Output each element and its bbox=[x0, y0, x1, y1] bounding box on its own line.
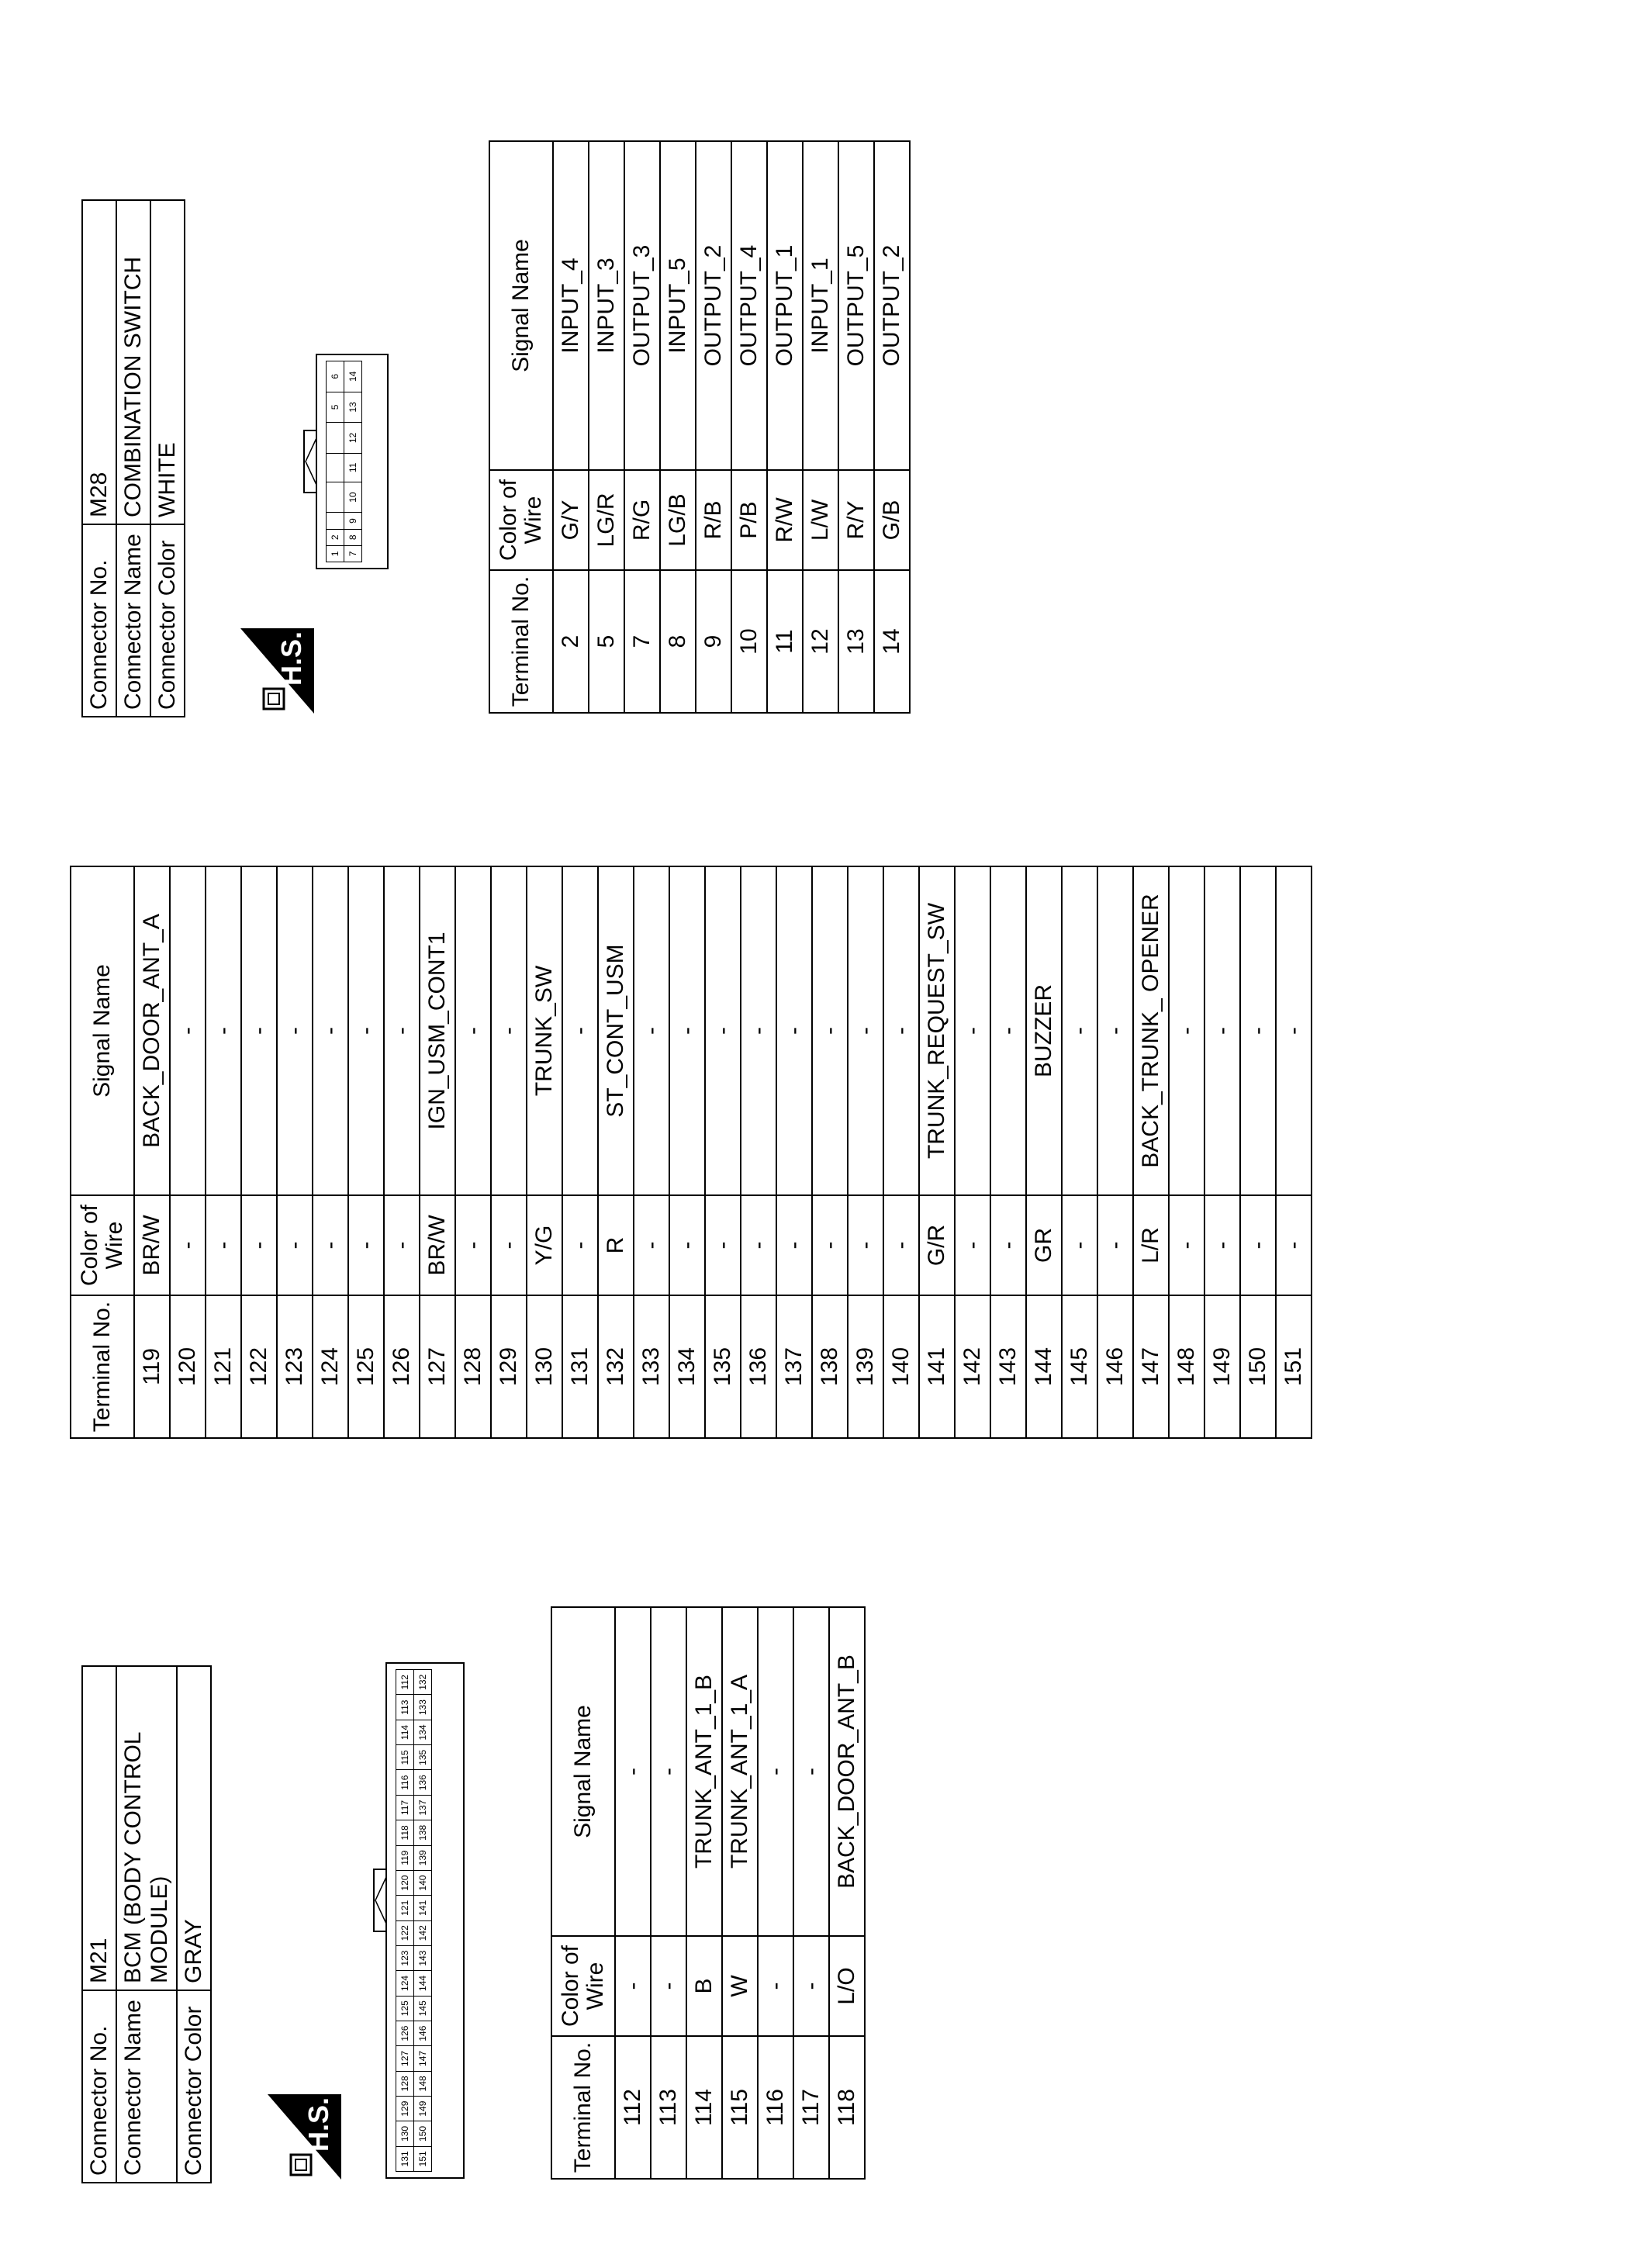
m21c-cell-wire: - bbox=[348, 1195, 384, 1295]
connector-pin bbox=[327, 482, 344, 513]
m28-cell-wire: L/W bbox=[803, 470, 838, 570]
m21c-cell-terminal: 127 bbox=[420, 1295, 455, 1438]
connector-pin: 124 bbox=[396, 1971, 414, 1996]
m21c-cell-wire: - bbox=[1062, 1195, 1097, 1295]
m21c-cell-signal: - bbox=[1097, 866, 1133, 1195]
m21c-cell-signal: - bbox=[1204, 866, 1240, 1195]
connector-pin: 120 bbox=[396, 1870, 414, 1895]
m21-connector-name-value: BCM (BODY CONTROL MODULE) bbox=[116, 1666, 177, 1990]
m21c-cell-wire: - bbox=[955, 1195, 990, 1295]
table-row bbox=[829, 1607, 865, 2179]
m21c-cell-wire: - bbox=[1169, 1195, 1204, 1295]
m28-cell-wire: R/B bbox=[696, 470, 731, 570]
m21c-cell-wire: Y/G bbox=[527, 1195, 562, 1295]
connector-pin: 138 bbox=[414, 1820, 432, 1845]
connector-pin: 126 bbox=[396, 2021, 414, 2045]
connector-pin: 148 bbox=[414, 2071, 432, 2096]
m21c-cell-signal: - bbox=[1169, 866, 1204, 1195]
m21c-cell-terminal: 149 bbox=[1204, 1295, 1240, 1438]
table-row bbox=[838, 141, 874, 713]
connector-pin: 12 bbox=[344, 423, 362, 454]
m21c-cell-signal: BACK_TRUNK_ OPENER bbox=[1133, 866, 1169, 1195]
m21-connector-no-label: Connector No. bbox=[82, 1990, 116, 2183]
table-row bbox=[705, 866, 741, 1438]
m21c-cell-wire: G/R bbox=[919, 1195, 955, 1295]
table-row bbox=[1240, 866, 1276, 1438]
m21c-cell-terminal: 143 bbox=[990, 1295, 1026, 1438]
m21c-cell-terminal: 135 bbox=[705, 1295, 741, 1438]
m28-cell-signal: OUTPUT_5 bbox=[838, 141, 874, 470]
connector-pin: 128 bbox=[396, 2071, 414, 2096]
m21c-cell-terminal: 122 bbox=[241, 1295, 277, 1438]
m21c-cell-signal: - bbox=[1240, 866, 1276, 1195]
connector-pin: 11 bbox=[344, 453, 362, 482]
m28-cell-wire: LG/R bbox=[589, 470, 624, 570]
m21c-cell-signal: - bbox=[384, 866, 420, 1195]
m28-connector-name-value: COMBINATION SWITCH bbox=[116, 200, 150, 524]
m21c-cell-terminal: 128 bbox=[455, 1295, 491, 1438]
table-row bbox=[1169, 866, 1204, 1438]
table-row bbox=[767, 141, 803, 713]
m21c-cell-wire: - bbox=[848, 1195, 883, 1295]
m28-info-table bbox=[81, 199, 185, 717]
m28-cell-signal: INPUT_4 bbox=[553, 141, 589, 470]
m21-cell-terminal: 114 bbox=[686, 2036, 722, 2179]
m21c-cell-signal: - bbox=[990, 866, 1026, 1195]
m28-connector-color-label: Connector Color bbox=[150, 524, 185, 717]
connector-pin: 134 bbox=[414, 1720, 432, 1744]
m21c-cell-terminal: 151 bbox=[1276, 1295, 1312, 1438]
m28-cell-signal: OUTPUT_4 bbox=[731, 141, 767, 470]
table-row bbox=[615, 1607, 651, 2179]
m21c-cell-signal: - bbox=[848, 866, 883, 1195]
m21-cell-wire: W bbox=[722, 1936, 758, 2036]
m21-cell-wire: B bbox=[686, 1936, 722, 2036]
table-row bbox=[348, 866, 384, 1438]
m21c-cell-wire: - bbox=[241, 1195, 277, 1295]
connector-pin: 129 bbox=[396, 2096, 414, 2121]
m28-header-wire: Color of Wire bbox=[489, 470, 553, 570]
connector-pin: 136 bbox=[414, 1770, 432, 1795]
table-row bbox=[1062, 866, 1097, 1438]
m28-connector-no-label: Connector No. bbox=[82, 524, 116, 717]
m21c-cell-signal: - bbox=[241, 866, 277, 1195]
m21c-cell-terminal: 144 bbox=[1026, 1295, 1062, 1438]
connector-pin: 140 bbox=[414, 1870, 432, 1895]
m21c-header-wire: Color of Wire bbox=[71, 1195, 134, 1295]
table-row bbox=[758, 1607, 793, 2179]
connector-pin: 149 bbox=[414, 2096, 432, 2121]
m21c-cell-terminal: 148 bbox=[1169, 1295, 1204, 1438]
m21c-cell-wire: - bbox=[705, 1195, 741, 1295]
table-row bbox=[722, 1607, 758, 2179]
connector-pin: 6 bbox=[327, 361, 344, 392]
connector-pin: 5 bbox=[327, 392, 344, 423]
m21-cell-signal: - bbox=[793, 1607, 829, 1936]
table-row bbox=[589, 141, 624, 713]
m21c-cell-terminal: 121 bbox=[206, 1295, 241, 1438]
m21c-cell-terminal: 134 bbox=[669, 1295, 705, 1438]
table-row bbox=[874, 141, 910, 713]
connector-pin: 143 bbox=[414, 1945, 432, 1970]
m21c-cell-signal: - bbox=[206, 866, 241, 1195]
m21-cell-terminal: 117 bbox=[793, 2036, 829, 2179]
m28-cell-terminal: 9 bbox=[696, 570, 731, 713]
m21-cell-signal: TRUNK_ANT_1_B bbox=[686, 1607, 722, 1936]
m28-cell-terminal: 14 bbox=[874, 570, 910, 713]
m21-cell-signal: - bbox=[651, 1607, 686, 1936]
m21-header-signal: Signal Name bbox=[551, 1607, 615, 1936]
m28-hs-label: H.S. bbox=[275, 631, 307, 686]
table-row bbox=[1097, 866, 1133, 1438]
m21-connector-name-label: Connector Name bbox=[116, 1990, 177, 2183]
table-row bbox=[1026, 866, 1062, 1438]
m21-connector-no-value: M21 bbox=[82, 1666, 116, 1990]
m21c-cell-signal: - bbox=[634, 866, 669, 1195]
m21c-cell-wire: - bbox=[491, 1195, 527, 1295]
m21c-cell-signal: - bbox=[1276, 866, 1312, 1195]
connector-pin: 7 bbox=[344, 545, 362, 562]
table-row bbox=[277, 866, 313, 1438]
table-row bbox=[170, 866, 206, 1438]
connector-pin: 146 bbox=[414, 2021, 432, 2045]
table-row bbox=[553, 141, 589, 713]
m21c-cell-wire: - bbox=[990, 1195, 1026, 1295]
m21c-cell-wire: - bbox=[883, 1195, 919, 1295]
table-row bbox=[1204, 866, 1240, 1438]
m28-cell-terminal: 11 bbox=[767, 570, 803, 713]
m21c-cell-signal: - bbox=[491, 866, 527, 1195]
m21c-cell-terminal: 139 bbox=[848, 1295, 883, 1438]
connector-pin: 122 bbox=[396, 1920, 414, 1945]
m21c-cell-terminal: 131 bbox=[562, 1295, 598, 1438]
m28-cell-signal: OUTPUT_2 bbox=[696, 141, 731, 470]
m21c-header-signal: Signal Name bbox=[71, 866, 134, 1195]
m21-cell-terminal: 113 bbox=[651, 2036, 686, 2179]
m21c-cell-signal: - bbox=[669, 866, 705, 1195]
table-row bbox=[206, 866, 241, 1438]
m28-cell-signal: OUTPUT_3 bbox=[624, 141, 660, 470]
m21-cell-terminal: 118 bbox=[829, 2036, 865, 2179]
m21c-cell-terminal: 147 bbox=[1133, 1295, 1169, 1438]
connector-pin: 123 bbox=[396, 1945, 414, 1970]
m21-cell-wire: - bbox=[615, 1936, 651, 2036]
connector-pin: 125 bbox=[396, 1996, 414, 2021]
m21-cell-signal: TRUNK_ANT_1_A bbox=[722, 1607, 758, 1936]
connector-pin bbox=[327, 453, 344, 482]
m21c-cell-signal: - bbox=[812, 866, 848, 1195]
connector-pin: 139 bbox=[414, 1845, 432, 1870]
m21c-cell-signal: - bbox=[741, 866, 776, 1195]
m21-info-table bbox=[81, 1665, 212, 2183]
m28-cell-terminal: 5 bbox=[589, 570, 624, 713]
connector-pin: 1 bbox=[327, 545, 344, 562]
m21-cell-wire: - bbox=[758, 1936, 793, 2036]
m21c-cell-wire: GR bbox=[1026, 1195, 1062, 1295]
m28-cell-signal: INPUT_3 bbox=[589, 141, 624, 470]
m21c-cell-wire: - bbox=[812, 1195, 848, 1295]
m21-terminal-table bbox=[551, 1606, 866, 2180]
m21c-cell-terminal: 132 bbox=[598, 1295, 634, 1438]
table-row bbox=[731, 141, 767, 713]
m21c-cell-signal: - bbox=[776, 866, 812, 1195]
m28-connector-name-label: Connector Name bbox=[116, 524, 150, 717]
m28-cell-wire: P/B bbox=[731, 470, 767, 570]
table-row bbox=[634, 866, 669, 1438]
table-row bbox=[883, 866, 919, 1438]
m21-cell-terminal: 112 bbox=[615, 2036, 651, 2179]
m21c-cell-wire: - bbox=[562, 1195, 598, 1295]
connector-pin: 116 bbox=[396, 1770, 414, 1795]
m28-cell-signal: OUTPUT_1 bbox=[767, 141, 803, 470]
m21c-cell-terminal: 141 bbox=[919, 1295, 955, 1438]
m21c-cell-signal: - bbox=[277, 866, 313, 1195]
connector-pin bbox=[327, 423, 344, 454]
connector-pin: 9 bbox=[344, 513, 362, 529]
m21c-cell-terminal: 136 bbox=[741, 1295, 776, 1438]
m21c-cell-signal: - bbox=[705, 866, 741, 1195]
table-row bbox=[562, 866, 598, 1438]
table-row bbox=[624, 141, 660, 713]
m21c-cell-wire: R bbox=[598, 1195, 634, 1295]
m21-cell-wire: - bbox=[651, 1936, 686, 2036]
m21c-cell-signal: - bbox=[955, 866, 990, 1195]
m21-hs-badge bbox=[268, 2094, 341, 2180]
m21c-cell-wire: BR/W bbox=[420, 1195, 455, 1295]
m28-cell-terminal: 7 bbox=[624, 570, 660, 713]
connector-pin: 2 bbox=[327, 529, 344, 545]
m21c-cell-wire: - bbox=[277, 1195, 313, 1295]
connector-pin: 10 bbox=[344, 482, 362, 513]
m21c-cell-signal: - bbox=[313, 866, 348, 1195]
connector-pin: 132 bbox=[414, 1670, 432, 1695]
connector-pin: 131 bbox=[396, 2146, 414, 2171]
m21c-cell-terminal: 119 bbox=[134, 1295, 170, 1438]
m28-cell-wire: LG/B bbox=[660, 470, 696, 570]
m21-cell-signal: - bbox=[615, 1607, 651, 1936]
table-row bbox=[696, 141, 731, 713]
m21c-cell-signal: BUZZER bbox=[1026, 866, 1062, 1195]
m21c-cell-terminal: 120 bbox=[170, 1295, 206, 1438]
m21c-cell-terminal: 123 bbox=[277, 1295, 313, 1438]
m21c-cell-wire: - bbox=[1240, 1195, 1276, 1295]
m21-cell-terminal: 115 bbox=[722, 2036, 758, 2179]
m21-hs-label: H.S. bbox=[302, 2097, 334, 2152]
connector-pin: 130 bbox=[396, 2121, 414, 2146]
connector-pin: 112 bbox=[396, 1670, 414, 1695]
table-row bbox=[1276, 866, 1312, 1438]
m21c-cell-wire: - bbox=[776, 1195, 812, 1295]
m21c-cell-wire: L/R bbox=[1133, 1195, 1169, 1295]
m21c-cell-wire: - bbox=[669, 1195, 705, 1295]
connector-pin: 8 bbox=[344, 529, 362, 545]
m21c-cell-terminal: 129 bbox=[491, 1295, 527, 1438]
m28-header-terminal: Terminal No. bbox=[489, 570, 553, 713]
connector-pin: 145 bbox=[414, 1996, 432, 2021]
connector-pin: 119 bbox=[396, 1845, 414, 1870]
table-row bbox=[990, 866, 1026, 1438]
connector-pin: 135 bbox=[414, 1745, 432, 1770]
m28-cell-signal: INPUT_5 bbox=[660, 141, 696, 470]
m21c-cell-terminal: 125 bbox=[348, 1295, 384, 1438]
m21c-header-terminal: Terminal No. bbox=[71, 1295, 134, 1438]
connector-pin: 14 bbox=[344, 361, 362, 392]
m21c-cell-wire: - bbox=[170, 1195, 206, 1295]
m21c-cell-wire: - bbox=[313, 1195, 348, 1295]
m21c-cell-signal: BACK_DOOR_ANT_A bbox=[134, 866, 170, 1195]
m21c-cell-terminal: 130 bbox=[527, 1295, 562, 1438]
m21c-cell-signal: TRUNK_REQUEST_SW bbox=[919, 866, 955, 1195]
table-row bbox=[793, 1607, 829, 2179]
m28-cell-terminal: 8 bbox=[660, 570, 696, 713]
m28-cell-signal: OUTPUT_2 bbox=[874, 141, 910, 470]
m21-cell-terminal: 116 bbox=[758, 2036, 793, 2179]
connector-pin: 151 bbox=[414, 2146, 432, 2171]
m28-terminal-table bbox=[489, 140, 911, 714]
m21c-cell-signal: - bbox=[1062, 866, 1097, 1195]
table-row bbox=[919, 866, 955, 1438]
m21c-cell-terminal: 126 bbox=[384, 1295, 420, 1438]
table-row bbox=[741, 866, 776, 1438]
m21-continued-terminal-table bbox=[70, 866, 1312, 1439]
connector-pin: 147 bbox=[414, 2046, 432, 2071]
m21c-cell-wire: - bbox=[741, 1195, 776, 1295]
m21c-cell-signal: - bbox=[883, 866, 919, 1195]
table-row bbox=[669, 866, 705, 1438]
m21-cell-wire: L/O bbox=[829, 1936, 865, 2036]
connector-pin: 133 bbox=[414, 1695, 432, 1720]
connector-pin bbox=[327, 513, 344, 529]
m21-connector-color-label: Connector Color bbox=[177, 1990, 211, 2183]
table-row bbox=[313, 866, 348, 1438]
m21c-cell-signal: - bbox=[455, 866, 491, 1195]
connector-pin: 114 bbox=[396, 1720, 414, 1744]
m21c-cell-terminal: 150 bbox=[1240, 1295, 1276, 1438]
m21c-cell-wire: - bbox=[455, 1195, 491, 1295]
table-row bbox=[660, 141, 696, 713]
m21c-cell-wire: - bbox=[1204, 1195, 1240, 1295]
table-row bbox=[686, 1607, 722, 2179]
m21-cell-wire: - bbox=[793, 1936, 829, 2036]
table-row bbox=[598, 866, 634, 1438]
m21c-cell-terminal: 146 bbox=[1097, 1295, 1133, 1438]
m28-header-signal: Signal Name bbox=[489, 141, 553, 470]
table-row bbox=[651, 1607, 686, 2179]
connector-pin: 141 bbox=[414, 1896, 432, 1920]
m21c-cell-signal: TRUNK_SW bbox=[527, 866, 562, 1195]
m28-cell-signal: INPUT_1 bbox=[803, 141, 838, 470]
connector-pin: 144 bbox=[414, 1971, 432, 1996]
m28-cell-terminal: 13 bbox=[838, 570, 874, 713]
m28-cell-terminal: 2 bbox=[553, 570, 589, 713]
m28-cell-wire: R/G bbox=[624, 470, 660, 570]
m28-connector-no-value: M28 bbox=[82, 200, 116, 524]
table-row bbox=[527, 866, 562, 1438]
table-row bbox=[812, 866, 848, 1438]
m21c-cell-terminal: 138 bbox=[812, 1295, 848, 1438]
m28-cell-wire: R/W bbox=[767, 470, 803, 570]
m28-cell-wire: G/B bbox=[874, 470, 910, 570]
m21c-cell-signal: - bbox=[348, 866, 384, 1195]
m21-connector-color-value: GRAY bbox=[177, 1666, 211, 1990]
table-row bbox=[776, 866, 812, 1438]
m21c-cell-signal: - bbox=[562, 866, 598, 1195]
table-row bbox=[1133, 866, 1169, 1438]
table-row bbox=[241, 866, 277, 1438]
m21-header-terminal: Terminal No. bbox=[551, 2036, 615, 2179]
table-row bbox=[848, 866, 883, 1438]
m28-cell-terminal: 12 bbox=[803, 570, 838, 713]
table-row bbox=[384, 866, 420, 1438]
m28-pin-row-top bbox=[327, 361, 344, 562]
m28-cell-terminal: 10 bbox=[731, 570, 767, 713]
m21c-cell-wire: - bbox=[1276, 1195, 1312, 1295]
m21c-cell-wire: - bbox=[1097, 1195, 1133, 1295]
m28-pin-row-bottom bbox=[344, 361, 362, 562]
m21c-cell-signal: IGN_USM_CONT1 bbox=[420, 866, 455, 1195]
m21-header-wire: Color of Wire bbox=[551, 1936, 615, 2036]
m21c-cell-wire: - bbox=[206, 1195, 241, 1295]
m21c-cell-wire: BR/W bbox=[134, 1195, 170, 1295]
connector-pin: 113 bbox=[396, 1695, 414, 1720]
m21c-cell-terminal: 142 bbox=[955, 1295, 990, 1438]
connector-pin: 142 bbox=[414, 1920, 432, 1945]
connector-pin: 115 bbox=[396, 1745, 414, 1770]
connector-pin: 127 bbox=[396, 2046, 414, 2071]
table-row bbox=[420, 866, 455, 1438]
connector-pin: 137 bbox=[414, 1795, 432, 1820]
m21c-cell-terminal: 140 bbox=[883, 1295, 919, 1438]
m21-pin-row-top bbox=[396, 1670, 414, 2172]
table-row bbox=[955, 866, 990, 1438]
m21c-cell-terminal: 145 bbox=[1062, 1295, 1097, 1438]
m21c-cell-terminal: 137 bbox=[776, 1295, 812, 1438]
m28-cell-wire: R/Y bbox=[838, 470, 874, 570]
m21-cell-signal: BACK_DOOR_ANT_B bbox=[829, 1607, 865, 1936]
table-row bbox=[803, 141, 838, 713]
m21c-cell-wire: - bbox=[384, 1195, 420, 1295]
connector-pin: 117 bbox=[396, 1795, 414, 1820]
m21c-cell-signal: - bbox=[170, 866, 206, 1195]
m21c-cell-terminal: 133 bbox=[634, 1295, 669, 1438]
m21c-cell-signal: ST_CONT_USM bbox=[598, 866, 634, 1195]
m21-cell-signal: - bbox=[758, 1607, 793, 1936]
m21c-cell-terminal: 124 bbox=[313, 1295, 348, 1438]
connector-pin: 13 bbox=[344, 392, 362, 423]
m21c-cell-wire: - bbox=[634, 1195, 669, 1295]
m21-pin-row-bottom bbox=[414, 1670, 432, 2172]
m28-pin-grid bbox=[326, 361, 362, 562]
table-row bbox=[134, 866, 170, 1438]
table-row bbox=[491, 866, 527, 1438]
m28-connector-color-value: WHITE bbox=[150, 200, 185, 524]
m28-hs-badge bbox=[240, 628, 314, 714]
connector-pin: 118 bbox=[396, 1820, 414, 1845]
connector-pin: 121 bbox=[396, 1896, 414, 1920]
m21-pin-grid bbox=[396, 1669, 432, 2172]
table-row bbox=[455, 866, 491, 1438]
m28-cell-wire: G/Y bbox=[553, 470, 589, 570]
connector-pin: 150 bbox=[414, 2121, 432, 2146]
